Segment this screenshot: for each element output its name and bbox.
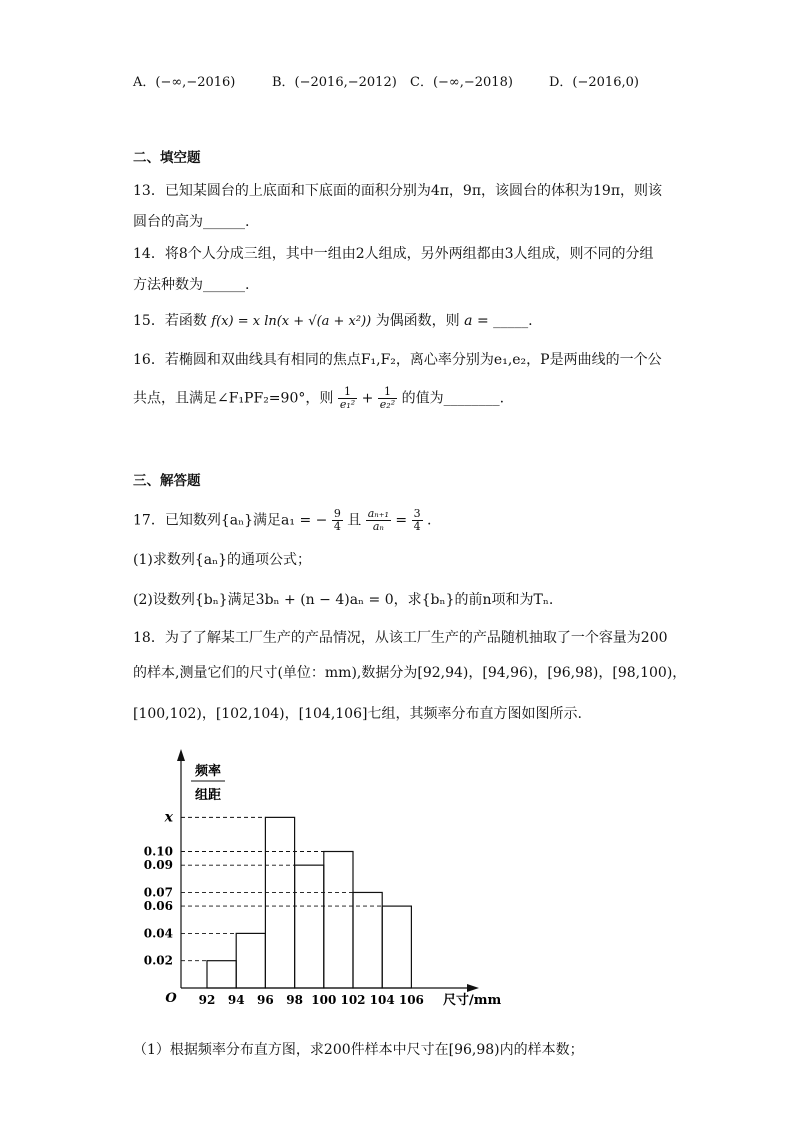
y-tick-label: 0.10 <box>143 844 173 859</box>
x-tick-label: 92 <box>198 993 216 1007</box>
q16-frac1-num: 1 <box>338 386 357 399</box>
y-tick-label: 0.09 <box>143 858 173 873</box>
x-axis-arrow <box>467 984 479 992</box>
y-axis-label-bottom: 组距 <box>194 788 222 803</box>
histogram-bar <box>295 865 324 988</box>
question-14-line1: 14．将8个人分成三组，其中一组由2人组成，另外两组都由3人组成，则不同的分组 <box>133 246 654 262</box>
x-tick-label: 98 <box>286 993 303 1007</box>
q17-frac1-den: 4 <box>333 520 341 533</box>
y-tick-label: x <box>164 809 173 826</box>
y-tick-label: 0.07 <box>143 885 173 900</box>
question-14-line2: 方法种数为______. <box>133 277 250 293</box>
q17-mid: 且 <box>347 512 362 529</box>
q17-prefix: 17．已知数列{aₙ}满足a₁ = − <box>133 512 328 529</box>
q17-end: . <box>427 512 432 529</box>
question-18-line2: 的样本,测量它们的尺寸(单位：mm),数据分为[92,94)，[94,96)，[96,98)，[98,100)， <box>133 665 687 681</box>
q17-fraction-1 <box>332 508 343 533</box>
q15-var: a <box>464 313 473 329</box>
q17-frac2-num: aₙ₊₁ <box>367 507 389 520</box>
q17-frac1-num: 9 <box>333 507 341 520</box>
question-17 <box>133 508 432 533</box>
histogram-bar <box>207 961 236 988</box>
x-tick-label: 96 <box>257 993 274 1007</box>
y-axis-label-top: 频率 <box>194 764 222 779</box>
histogram-bar <box>324 852 353 989</box>
option-d: D．(−2016,0) <box>549 75 639 90</box>
q17-frac2-den: aₙ <box>372 520 384 533</box>
question-18-part1: （1）根据频率分布直方图，求200件样本中尺寸在[96,98)内的样本数； <box>133 1042 584 1058</box>
question-17-part2: (2)设数列{bₙ}满足3bₙ + (n − 4)aₙ = 0，求{bₙ}的前n项和为Tₙ. <box>133 592 554 608</box>
q17-fraction-2 <box>366 508 391 533</box>
q17-frac3-num: 3 <box>413 507 421 520</box>
option-c: C．(−∞,−2018) <box>410 75 513 90</box>
q17-frac3-den: 4 <box>413 520 421 533</box>
question-13-line1: 13．已知某圆台的上底面和下底面的面积分别为4π，9π，该圆台的体积为19π，则该 <box>133 183 663 199</box>
q15-suffix: = _____. <box>476 313 533 329</box>
x-tick-label: 102 <box>340 993 366 1007</box>
histogram-bar <box>265 817 294 988</box>
question-17-part1: (1)求数列{aₙ}的通项公式； <box>133 552 312 568</box>
question-15 <box>133 311 533 332</box>
option-b: B．(−2016,−2012) <box>272 75 397 90</box>
q15-formula: f(x) = x ln(x + √(a + x²)) <box>211 314 372 329</box>
question-13-line2: 圆台的高为______. <box>133 214 250 230</box>
x-tick-label: 104 <box>369 993 395 1007</box>
y-tick-label: 0.02 <box>143 953 173 968</box>
q16-prefix: 共点，且满足∠F₁PF₂=90°，则 <box>133 390 334 407</box>
x-tick-label: 100 <box>311 993 337 1007</box>
section-heading-fill-blank: 二、填空题 <box>133 150 201 166</box>
q16-plus: + <box>361 390 374 407</box>
question-18-line1: 18．为了了解某工厂生产的产品情况，从该工厂生产的产品随机抽取了一个容量为200 <box>133 630 668 646</box>
origin-label: O <box>165 991 177 1006</box>
y-tick-label: 0.06 <box>143 899 173 914</box>
q17-fraction-3 <box>412 508 423 533</box>
y-tick-label: 0.04 <box>143 926 173 941</box>
x-tick-label: 106 <box>398 993 424 1007</box>
option-a: A．(−∞,−2016) <box>133 75 236 90</box>
histogram-bar <box>382 906 411 988</box>
x-axis-label: 尺寸/mm <box>443 993 502 1008</box>
question-16-line1: 16．若椭圆和双曲线具有相同的焦点F₁,F₂，离心率分别为e₁,e₂，P是两曲线的一个公 <box>133 352 662 368</box>
q15-middle: 为偶函数，则 <box>375 313 460 329</box>
q15-prefix: 15．若函数 <box>133 313 207 329</box>
question-16-line2 <box>133 386 504 411</box>
q16-fraction-1 <box>338 386 357 411</box>
q16-frac1-den: e₁² <box>339 398 356 411</box>
q16-frac2-den: e₂² <box>379 398 396 411</box>
q16-fraction-2 <box>378 386 397 411</box>
section-heading-solve: 三、解答题 <box>133 473 201 489</box>
histogram-bar <box>236 933 265 988</box>
question-18-line3: [100,102)，[102,104)，[104,106]七组，其频率分布直方图如图所示. <box>133 706 582 722</box>
y-axis-arrow <box>177 749 185 761</box>
q16-suffix: 的值为________. <box>401 390 505 407</box>
q17-eq: = <box>395 512 408 529</box>
x-tick-label: 94 <box>227 993 245 1007</box>
q16-frac2-num: 1 <box>378 386 397 399</box>
frequency-histogram <box>143 745 510 1015</box>
histogram-bar <box>353 892 382 988</box>
